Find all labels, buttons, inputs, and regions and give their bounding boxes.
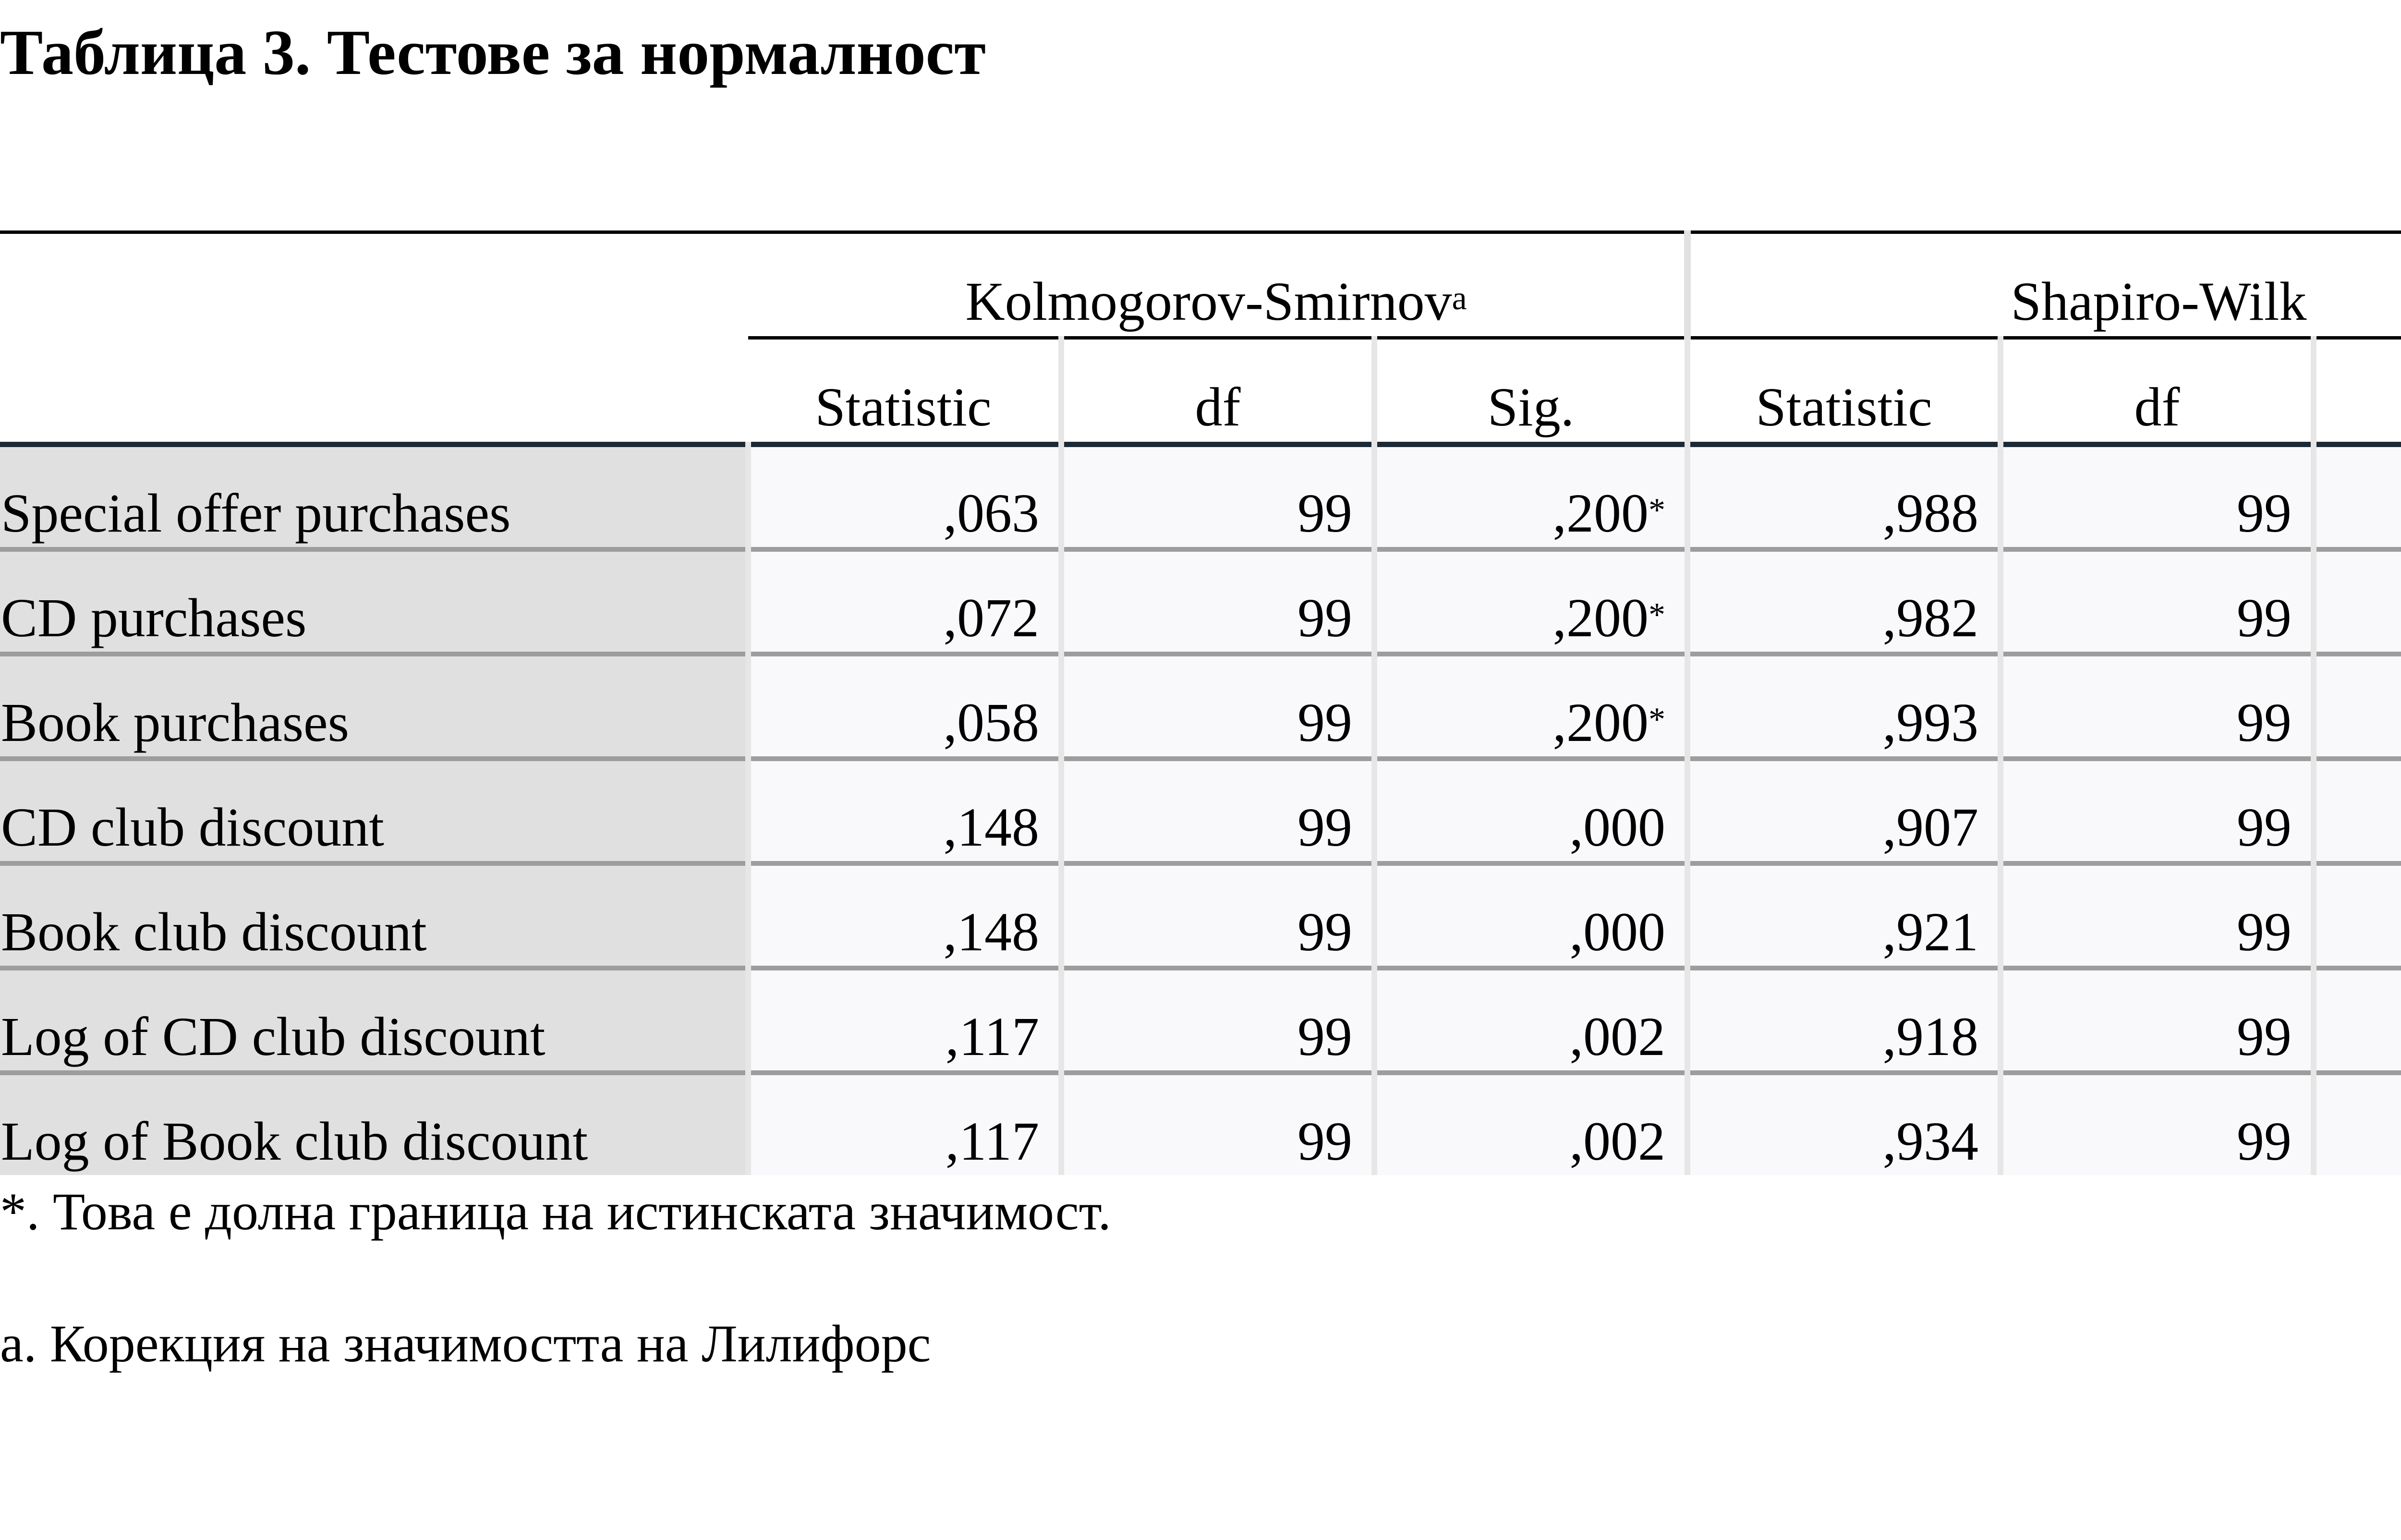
- row-label: Book club discount: [0, 863, 748, 968]
- sw-sig-cell: [2314, 445, 2401, 550]
- sw-df-cell: 99: [2001, 445, 2314, 550]
- sw-df-cell: 99: [2001, 654, 2314, 759]
- sw-df-cell: 99: [2001, 1073, 2314, 1175]
- ks-df-cell: 99: [1061, 968, 1374, 1073]
- ks-sig-cell: ,002: [1374, 968, 1687, 1073]
- row-label: CD purchases: [0, 549, 748, 654]
- row-label: Book purchases: [0, 654, 748, 759]
- ks-statistic-cell: ,072: [748, 549, 1061, 654]
- sw-df-cell: 99: [2001, 549, 2314, 654]
- ks-df-cell: 99: [1061, 1073, 1374, 1175]
- ks-df-cell: 99: [1061, 654, 1374, 759]
- table-row: [0, 863, 2401, 968]
- footnote-marker-a: a: [1452, 280, 1467, 317]
- ks-sig-cell: ,200*: [1374, 549, 1687, 654]
- sw-df-cell: 99: [2001, 863, 2314, 968]
- row-label: Log of Book club discount: [0, 1073, 748, 1175]
- sw-sig-cell: [2314, 863, 2401, 968]
- sw-df-cell: 99: [2001, 968, 2314, 1073]
- table-row: [0, 549, 2401, 654]
- group-header-row: [0, 232, 2401, 338]
- sw-statistic-cell: ,993: [1687, 654, 2001, 759]
- shapiro-wilk-header: Shapiro-Wilk: [1687, 232, 2401, 338]
- corner-cell-lower: [0, 338, 748, 445]
- footnote-marker-asterisk: *: [1649, 701, 1666, 738]
- table-row: [0, 759, 2401, 863]
- ks-statistic-cell: ,148: [748, 863, 1061, 968]
- footnote-marker-asterisk: *: [1649, 596, 1666, 633]
- normality-tests-table: [0, 230, 2401, 1175]
- ks-statistic-cell: ,063: [748, 445, 1061, 550]
- sw-sig-cell: [2314, 549, 2401, 654]
- ks-statistic-cell: ,058: [748, 654, 1061, 759]
- sw-statistic-cell: ,982: [1687, 549, 2001, 654]
- ks-df-cell: 99: [1061, 445, 1374, 550]
- sw-df-header: df: [2001, 338, 2314, 445]
- sw-sig-cell: [2314, 654, 2401, 759]
- sw-df-cell: 99: [2001, 759, 2314, 863]
- sw-sig-cell: [2314, 968, 2401, 1073]
- ks-df-cell: 99: [1061, 863, 1374, 968]
- ks-df-header: df: [1061, 338, 1374, 445]
- sw-sig-cell: [2314, 1073, 2401, 1175]
- ks-statistic-header: Statistic: [748, 338, 1061, 445]
- ks-statistic-cell: ,117: [748, 1073, 1061, 1175]
- ks-statistic-cell: ,148: [748, 759, 1061, 863]
- row-label: Special offer purchases: [0, 445, 748, 550]
- table-row: [0, 445, 2401, 550]
- table-row: [0, 1073, 2401, 1175]
- row-label: CD club discount: [0, 759, 748, 863]
- sw-statistic-cell: ,934: [1687, 1073, 2001, 1175]
- ks-sig-cell: ,200*: [1374, 445, 1687, 550]
- ks-sig-cell: ,000: [1374, 759, 1687, 863]
- ks-sig-cell: ,002: [1374, 1073, 1687, 1175]
- row-label: Log of CD club discount: [0, 968, 748, 1073]
- sw-statistic-cell: ,918: [1687, 968, 2001, 1073]
- sw-statistic-header: Statistic: [1687, 338, 2001, 445]
- ks-sig-cell: ,000: [1374, 863, 1687, 968]
- kolmogorov-smirnov-header: Kolmogorov-Smirnov$^a$: [748, 232, 1687, 338]
- ks-df-cell: 99: [1061, 759, 1374, 863]
- sw-statistic-cell: ,907: [1687, 759, 2001, 863]
- footnote-lower-bound: *. Това е долна граница на истинската значимост.: [0, 1182, 1111, 1241]
- sw-sig-header: [2314, 338, 2401, 445]
- ks-statistic-cell: ,117: [748, 968, 1061, 1073]
- corner-cell: [0, 232, 748, 338]
- subheader-row: [0, 338, 2401, 445]
- ks-sig-header: Sig.: [1374, 338, 1687, 445]
- table-row: [0, 968, 2401, 1073]
- ks-sig-cell: ,200*: [1374, 654, 1687, 759]
- footnote-lilliefors: a. Корекция на значимостта на Лилифорс: [0, 1314, 931, 1373]
- table-row: [0, 654, 2401, 759]
- sw-sig-cell: [2314, 759, 2401, 863]
- footnote-marker-asterisk: *: [1649, 492, 1666, 529]
- ks-df-cell: 99: [1061, 549, 1374, 654]
- sw-statistic-cell: ,988: [1687, 445, 2001, 550]
- sw-statistic-cell: ,921: [1687, 863, 2001, 968]
- page-title: Таблица 3. Тестове за нормалност: [0, 17, 986, 88]
